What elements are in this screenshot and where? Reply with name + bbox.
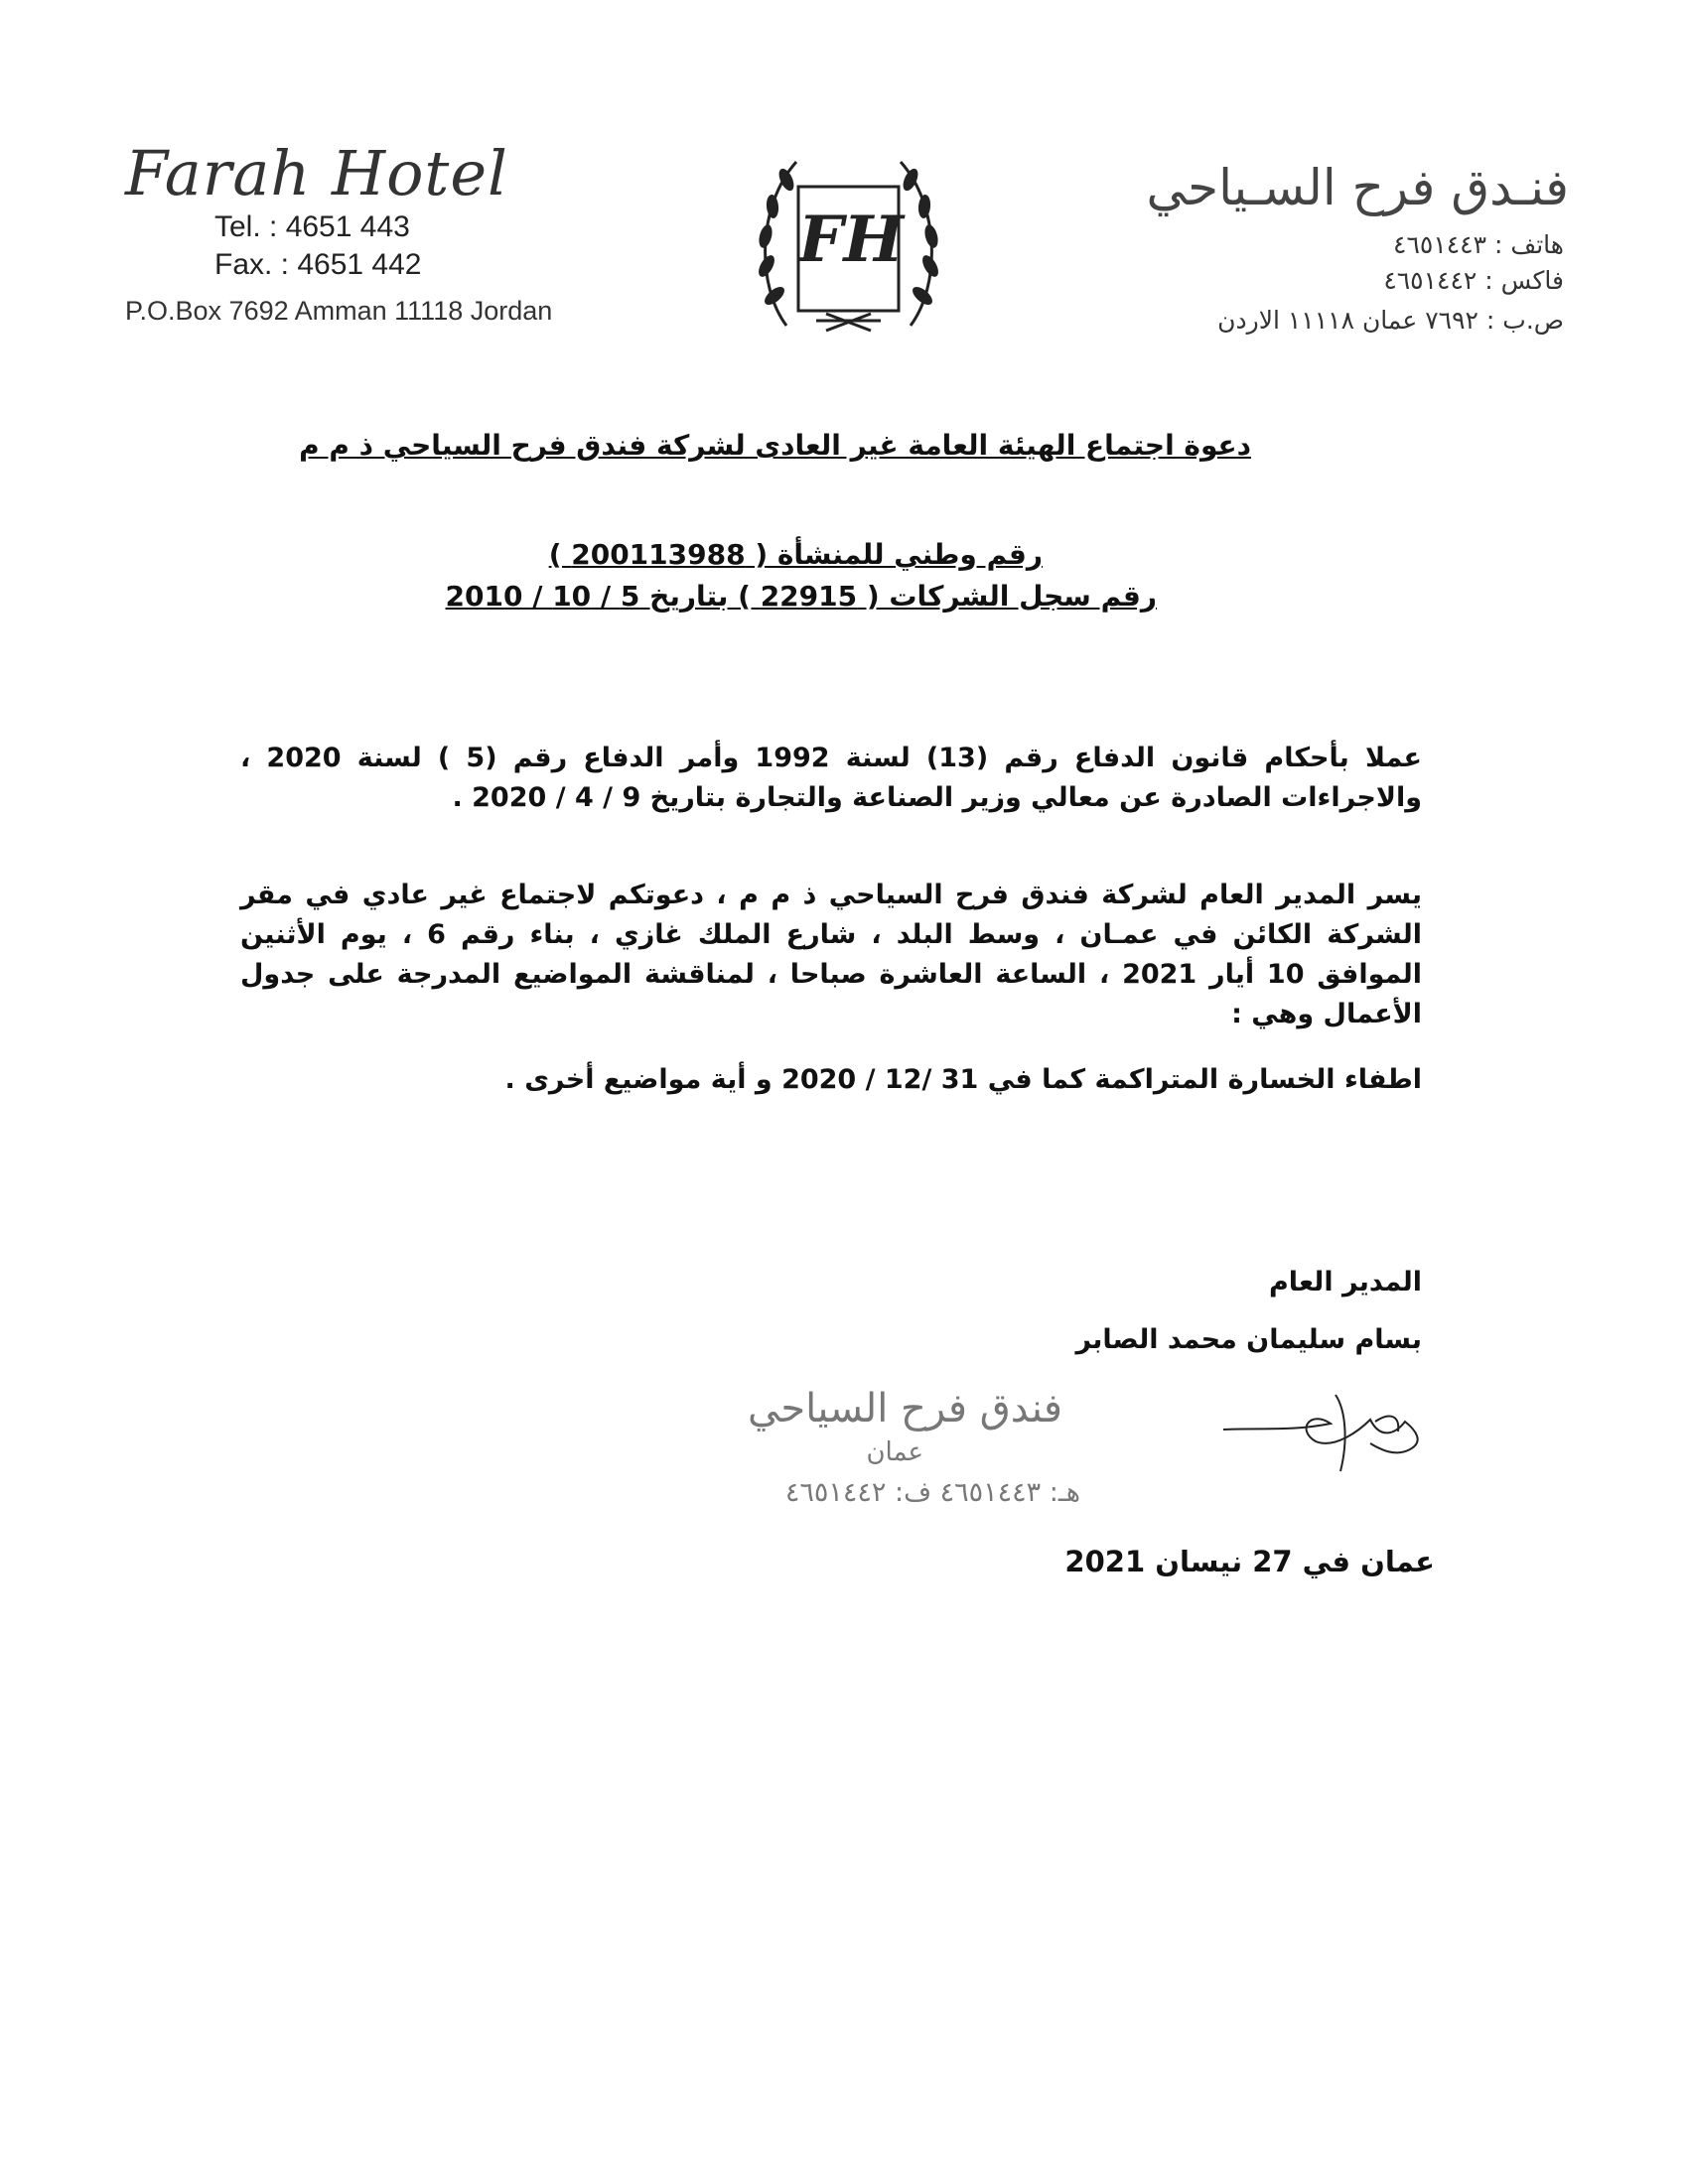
stamp-company-name: فندق فرح السياحي [748, 1386, 1062, 1432]
invitation-paragraph: يسر المدير العام لشركة فندق فرح السياحي ذ م م ، دعوتكم لاجتماع غير عادي في مقر الشركة الكائن في عمـان ، وسط البلد ، شارع الملك غازي ، بناء رقم 6 ، يوم الأثنين الموافق 10 أيار 2021 ، الساعة العاشرة صباحا ، لمناقشة المواضيع المدرجة على جدول الأعمال وهي : [240, 880, 1423, 1029]
monogram-letters: FH [798, 203, 904, 277]
signer-role: المدير العام [1269, 1267, 1422, 1297]
fax-ar: فاكس : ٤٦٥١٤٤٢ [1383, 266, 1564, 295]
company-registry: رقم سجل الشركات ( 22915 ) بتاريخ 5 / 10 / 2010 [445, 580, 1157, 613]
brand-name-ar: فنـدق فرح السـياحي [1146, 159, 1569, 216]
invitation-title: دعوة اجتماع الهيئة العامة غير العادى لشركة فندق فرح السياحي ذ م م [299, 429, 1251, 462]
address-ar: ص.ب : ٧٦٩٢ عمان ١١١١٨ الاردن [1217, 306, 1564, 335]
agenda-paragraph: اطفاء الخسارة المتراكمة كما في 31 /12 / 2020 و أية مواضيع أخرى . [504, 1064, 1422, 1095]
hotel-monogram-logo [747, 147, 950, 345]
fax-en: Fax. : 4651 442 [214, 248, 422, 281]
address-en: P.O.Box 7692 Amman 11118 Jordan [125, 296, 553, 326]
handwritten-signature [1221, 1380, 1430, 1479]
phone-ar: هاتف : ٤٦٥١٤٤٣ [1393, 230, 1564, 259]
document-date: عمان في 27 نيسان 2021 [1064, 1545, 1435, 1578]
brand-name-en: Farah Hotel [125, 137, 508, 209]
phone-en: Tel. : 4651 443 [214, 210, 410, 243]
signer-name: بسام سليمان محمد الصابر [1075, 1324, 1422, 1355]
national-number: رقم وطني للمنشأة ( 200113988 ) [548, 538, 1043, 571]
legal-basis-paragraph: عملا بأحكام قانون الدفاع رقم (13) لسنة 1992 وأمر الدفاع رقم (5 ) لسنة 2020 ، والاجراءات الصادرة عن معالي وزير الصناعة والتجارة بتاريخ 9 / 4 / 2020 . [240, 743, 1422, 813]
stamp-city: عمان [866, 1437, 923, 1467]
stamp-phones: هـ: ٤٦٥١٤٤٣ ف: ٤٦٥١٤٤٢ [784, 1477, 1080, 1508]
